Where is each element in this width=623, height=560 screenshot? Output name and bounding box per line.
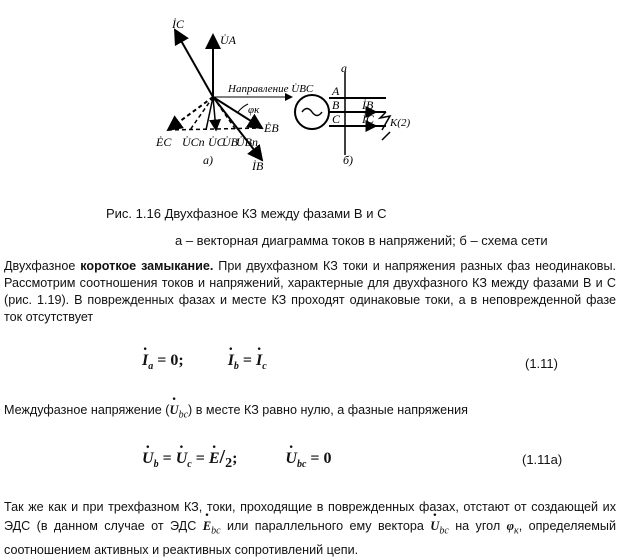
equation-1: · $I_a = 0$; · $I_b$ = · $I_c$: [142, 352, 267, 372]
p1-lead: Двухфазное: [4, 259, 81, 273]
eq1-ic: · I: [256, 352, 262, 370]
label-ec: ĖC: [156, 135, 172, 149]
label-sub-a: а): [203, 153, 213, 167]
paragraph-1: [4, 258, 616, 326]
label-ua: U̇A: [220, 33, 236, 47]
eq1-ib: · I: [228, 352, 234, 370]
label-eb: ĖB: [264, 121, 279, 135]
label-uc: U̇C: [208, 135, 225, 149]
label-ib: İB: [252, 159, 264, 173]
paragraph-2: Междуфазное напряжение (· $U_{bc}$) в месте КЗ равно нулю, а фазные напряжения: [4, 402, 616, 424]
eq2-e: · E: [209, 450, 220, 468]
p2-u: · U: [169, 402, 178, 419]
equation-2-number: (1.11а): [522, 452, 563, 467]
eq1-ia: · I: [142, 352, 148, 370]
eq2-uc: · U: [176, 450, 188, 468]
eq2-ub: · U: [142, 450, 154, 468]
p1-text: При двухфазном КЗ токи и напряжения разных фаз неодинаковы. Рассмотрим соотношения токов и напряжений, характерные для двухфазного КЗ между фазами В и С (рис. 1.19). В поврежденных фазах и месте КЗ проходят одинаковые токи, а в неповрежденной фазе ток отсутствует: [4, 259, 616, 324]
p1-bold: короткое замыкание.: [80, 259, 214, 273]
label-phase-a: A: [332, 84, 340, 98]
label-a-top: a: [341, 61, 347, 75]
label-ic-net: İC: [362, 112, 374, 126]
label-direction: Направление U̇BC: [228, 83, 314, 95]
label-sub-b: б): [343, 153, 354, 167]
label-ic: İC: [172, 17, 184, 31]
label-phi: φк: [248, 104, 260, 116]
label-k: К(2): [390, 117, 411, 129]
paragraph-3: Так же как и при трехфазном КЗ, токи, проходящие в поврежденных фазах, отстают от создающей их ЭДС (в данном случае от ЭДС · $E_{bc}$ или параллельного ему вектора · $U_{bc}$ на угол $\varphi_к$, определяемый соотношением активных и реактивных сопротивлений цепи.: [4, 498, 616, 560]
p3-u: · U: [430, 517, 439, 536]
label-phase-b: B: [332, 98, 340, 112]
label-ub: U̇B: [222, 135, 238, 149]
equation-2: · $U_b$ = · $U_c$ = · $E/_2$; · $U_{bc} = 0$: [142, 446, 332, 472]
label-ib-net: İB: [362, 98, 374, 112]
ic-vector: [175, 30, 213, 97]
label-phase-c: C: [332, 112, 341, 126]
equation-1-number: (1.11): [525, 356, 558, 371]
caption-line1: Рис. 1.16 Двухфазное КЗ между фазами В и С: [106, 206, 387, 221]
label-ucn: U̇Cп: [182, 135, 205, 149]
label-ubn: U̇Bп: [236, 135, 258, 149]
caption-line2: а – векторная диаграмма токов в напряжений; б – схема сети: [175, 233, 548, 248]
p3-e: · E: [203, 517, 211, 536]
eq2-ubc: · U: [285, 450, 297, 468]
figure-svg: [0, 0, 623, 200]
p3-phi: φ: [506, 519, 515, 533]
ec-vector: [168, 97, 213, 130]
